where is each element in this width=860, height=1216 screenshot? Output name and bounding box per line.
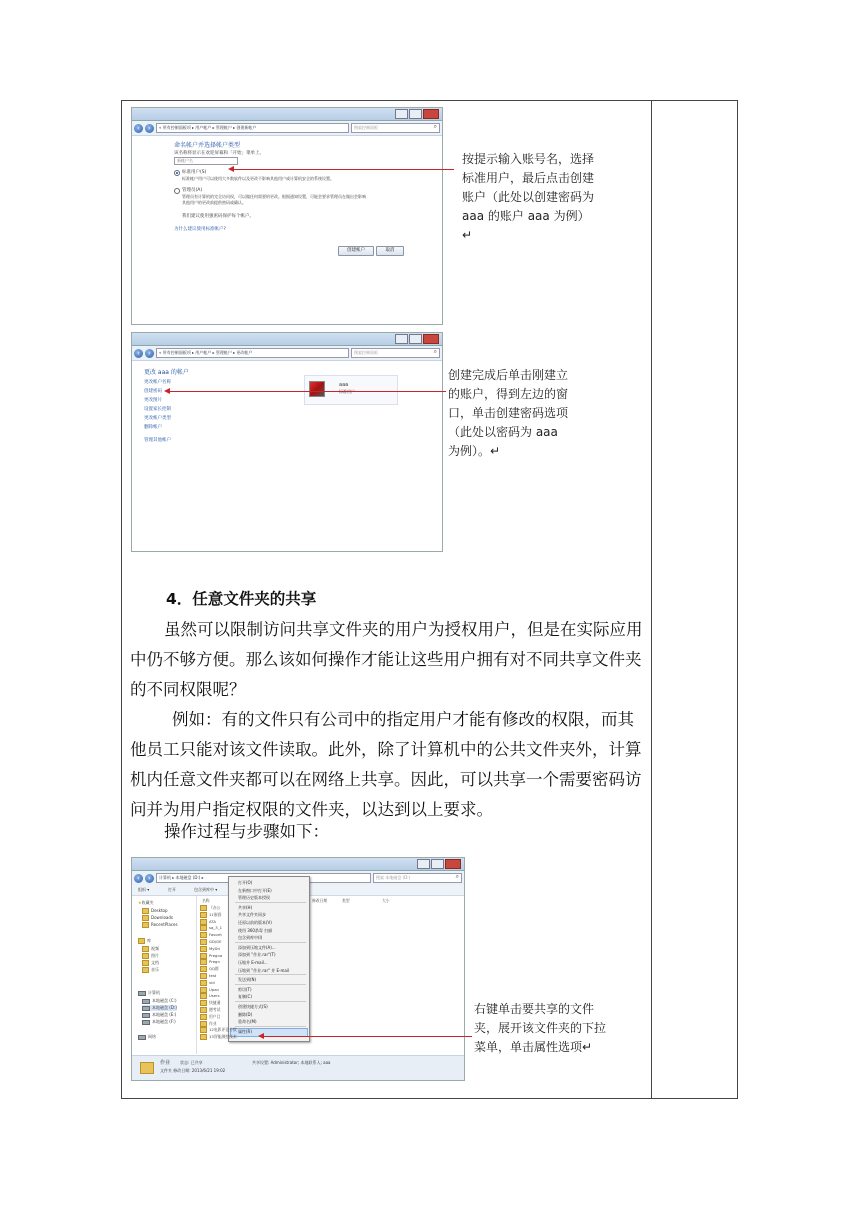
nav-drive-c[interactable] <box>142 998 177 1004</box>
menu-item[interactable]: 添加到压缩文件(A)... <box>238 944 276 950</box>
include-library-button[interactable]: 包含到库中 ▾ <box>194 887 218 892</box>
list-item-label: 用户目 <box>209 1013 221 1019</box>
recommend-text: 我们建议使用强密码保护每个帐户。 <box>182 214 254 219</box>
paragraph-1 <box>130 615 644 705</box>
context-menu <box>228 876 310 1042</box>
window-titlebar <box>132 108 442 121</box>
list-item-label: QQ群 <box>209 966 219 972</box>
account-tile[interactable] <box>304 375 398 405</box>
forward-icon[interactable]: › <box>145 124 154 133</box>
nav-item-label: 文档 <box>151 960 159 965</box>
menu-item[interactable]: 压缩到 "作业.rar" 并 E-mail <box>238 967 290 973</box>
status-share: 共享设置: Administrator; 本地联系人; aaa <box>252 1060 331 1065</box>
paragraph-3-text: 操作过程与步骤如下： <box>164 822 329 841</box>
folder-icon <box>142 908 149 914</box>
minimize-icon[interactable] <box>395 334 408 344</box>
annotation-arrow-line <box>262 1036 472 1037</box>
account-name: aaa <box>339 382 349 388</box>
maximize-icon[interactable] <box>409 334 422 344</box>
minimize-icon[interactable] <box>417 859 430 869</box>
drive-icon <box>142 1020 150 1025</box>
nav-lib-video[interactable] <box>142 946 159 952</box>
link-create-password[interactable]: 创建密码 <box>144 389 162 394</box>
nav-favorites-label: 收藏夹 <box>141 900 154 905</box>
list-item-label: GD/GE <box>209 939 222 944</box>
avatar <box>309 381 325 397</box>
minimize-icon[interactable] <box>395 109 408 119</box>
account-name-input[interactable]: 新帐户名 <box>174 157 238 165</box>
annotation-create-account: 按提示输入账号名，选择标准用户，最后点击创建账户（此处以创建密码为aaa 的账户 aaa 为例）↵ <box>462 152 595 242</box>
page-heading: 命名帐户并选择帐户类型 <box>174 142 241 149</box>
navigation-pane <box>132 896 197 1054</box>
star-icon: ★ <box>138 900 142 905</box>
nav-item-desktop[interactable] <box>142 908 168 914</box>
folder-icon <box>200 987 207 993</box>
back-icon[interactable]: ‹ <box>134 874 143 883</box>
menu-item[interactable]: 发送到(N) <box>238 977 257 983</box>
list-item-label: Pregn <box>209 959 220 965</box>
list-item[interactable] <box>200 1014 220 1020</box>
organize-button[interactable]: 组织 ▾ <box>138 887 150 892</box>
nav-drive-f[interactable] <box>142 1019 176 1025</box>
list-item-label: 《办公 <box>209 905 221 910</box>
menu-item[interactable]: 复制(C) <box>238 994 252 1000</box>
drive-icon <box>142 1006 150 1011</box>
search-icon: ⌕ <box>433 348 437 355</box>
list-item[interactable] <box>200 1034 237 1040</box>
folder-icon <box>142 946 149 952</box>
list-item[interactable] <box>200 993 220 999</box>
nav-drive-d[interactable] <box>142 1005 177 1011</box>
list-item-label: 德考试 <box>209 1007 221 1012</box>
list-item[interactable] <box>200 919 216 925</box>
back-icon[interactable]: ‹ <box>134 349 143 358</box>
menu-item[interactable]: 还原以前的版本(V) <box>238 920 272 925</box>
nav-item-label: 本地磁盘 (E:) <box>152 1012 177 1017</box>
list-item[interactable] <box>200 1000 220 1006</box>
folder-icon <box>200 912 207 918</box>
folder-icon <box>142 922 149 928</box>
list-item-label: 12电影评论分数 <box>209 1027 237 1033</box>
folder-icon <box>200 959 207 965</box>
folder-icon <box>142 967 149 973</box>
menu-item[interactable]: 使用 360杀毒 扫描 <box>238 927 273 933</box>
col-header-type[interactable]: 类型 <box>342 898 350 903</box>
list-item-label: Pregna <box>209 952 223 958</box>
list-item[interactable] <box>200 980 215 986</box>
folder-icon <box>200 919 207 925</box>
why-standard-link[interactable]: 为什么建议使用标准帐户? <box>174 227 226 232</box>
menu-item[interactable]: 管理历史版本授权 <box>238 895 270 901</box>
nav-item-label: 本地磁盘 (C:) <box>152 998 177 1003</box>
folder-icon <box>200 925 207 931</box>
status-name: 作业 <box>160 1060 171 1066</box>
annotation-arrow-head <box>164 388 170 394</box>
annotation-properties: 右键单击要共享的文件夹，展开该文件夹的下拉菜单，单击属性选项↵ <box>474 1002 607 1054</box>
menu-item[interactable]: 打开(O) <box>238 880 253 885</box>
search-placeholder: 搜索控制面板 <box>354 350 378 355</box>
annotation-arrow-head <box>258 1033 264 1039</box>
menu-item[interactable]: 剪切(T) <box>238 986 252 992</box>
close-icon[interactable] <box>423 334 439 344</box>
folder-icon <box>142 915 149 921</box>
nav-lib-documents[interactable] <box>142 960 159 966</box>
list-item[interactable] <box>200 1027 237 1033</box>
admin-desc-1: 管理员有计算机的完全访问权，可以做任何需要的更改。根据通知设置，可能会要求管理员在做出会影响 <box>182 194 366 199</box>
menu-item[interactable]: 在新窗口中打开(E) <box>238 887 272 893</box>
menu-separator <box>235 1001 306 1002</box>
folder-icon <box>200 953 207 959</box>
folder-icon <box>200 973 207 979</box>
table-column-divider <box>651 101 652 1098</box>
folder-icon <box>200 1007 207 1013</box>
folder-icon <box>142 960 149 966</box>
subtext: 该名称将显示在欢迎屏幕和「开始」菜单上。 <box>174 151 264 156</box>
close-icon[interactable] <box>423 109 439 119</box>
admin-radio[interactable] <box>174 188 180 194</box>
annotation-arrow-head <box>228 166 234 172</box>
search-icon: ⌕ <box>433 123 437 130</box>
folder-icon <box>200 1021 207 1027</box>
library-icon <box>138 938 145 944</box>
list-item-label: Users <box>209 993 220 999</box>
list-item[interactable] <box>200 912 221 918</box>
link-delete-account[interactable]: 删除帐户 <box>144 425 162 430</box>
annotation-create-password: 创建完成后单击刚建立的账户，得到左边的窗口，单击创建密码选项（此处以密码为 aaa 为例）。↵ <box>448 368 569 458</box>
menu-item[interactable]: 删除(D) <box>238 1011 253 1017</box>
folder-icon <box>200 980 207 986</box>
folder-icon <box>200 932 207 938</box>
nav-item-label: 音乐 <box>151 967 159 972</box>
nav-item-downloads[interactable] <box>142 915 173 921</box>
menu-item[interactable]: 共享(H) <box>238 904 253 910</box>
nav-library[interactable] <box>138 938 151 944</box>
nav-item-label: Downloads <box>151 915 173 920</box>
menu-item[interactable]: 创建快捷方式(S) <box>238 1004 268 1009</box>
folder-icon <box>140 1062 154 1074</box>
account-type <box>339 389 355 395</box>
nav-lib-pictures[interactable] <box>142 953 159 959</box>
menu-item[interactable]: 重命名(M) <box>238 1019 257 1025</box>
list-item-label: 11嵌固 <box>209 911 222 917</box>
status-state: 状态: 已共享 <box>180 1060 203 1065</box>
list-item[interactable] <box>200 1021 217 1027</box>
list-item-label: MyDri <box>209 945 221 951</box>
nav-network-label: 网络 <box>148 1034 156 1039</box>
list-item[interactable] <box>200 905 220 911</box>
list-item-label: test <box>209 973 217 978</box>
list-item-label: 13智能测控技术 <box>209 1034 237 1040</box>
link-change-picture[interactable]: 更改图片 <box>144 398 162 403</box>
search-input[interactable] <box>351 348 440 358</box>
paragraph-2 <box>130 705 644 825</box>
standard-user-desc: 标准帐户用户可以使用大多数软件以及更改不影响其他用户或计算机安全的系统设置。 <box>182 176 334 181</box>
list-item[interactable] <box>200 987 219 993</box>
open-button[interactable]: 打开 <box>168 887 176 892</box>
folder-icon <box>200 1014 207 1020</box>
search-placeholder: 搜索控制面板 <box>354 125 378 130</box>
list-item-label: ATA <box>209 918 216 924</box>
forward-icon[interactable]: › <box>145 874 154 883</box>
drive-icon <box>142 999 150 1004</box>
menu-separator <box>235 984 306 985</box>
nav-lib-music[interactable] <box>142 967 159 973</box>
search-input[interactable] <box>351 123 440 133</box>
page-heading: 更改 aaa 的帐户 <box>144 369 189 376</box>
computer-icon <box>138 991 146 996</box>
nav-item-recentplaces[interactable] <box>142 922 178 928</box>
link-parental-control[interactable]: 设置家长控制 <box>144 407 171 412</box>
admin-desc-2: 其他用户的更改前提供密码或确认。 <box>182 200 246 205</box>
screenshot-explorer <box>131 857 465 1081</box>
list-item-label: 作业 <box>209 1020 217 1026</box>
nav-computer[interactable] <box>138 990 160 996</box>
link-change-type[interactable]: 更改帐户类型 <box>144 416 171 421</box>
list-item[interactable] <box>200 953 222 959</box>
maximize-icon[interactable] <box>431 859 444 869</box>
window-titlebar <box>132 858 464 871</box>
nav-favorites[interactable] <box>138 900 154 906</box>
menu-separator <box>235 974 306 975</box>
annotation-arrow-line <box>168 391 446 392</box>
standard-user-radio[interactable] <box>174 170 180 176</box>
menu-item[interactable]: 添加到 "作业.rar"(T) <box>238 952 276 958</box>
nav-network[interactable] <box>138 1034 156 1040</box>
list-item[interactable] <box>200 973 216 979</box>
annotation-arrow-line <box>232 169 454 170</box>
list-item[interactable] <box>200 1007 220 1013</box>
list-item-label: sq_3_1 <box>209 925 223 931</box>
list-item[interactable] <box>200 939 222 945</box>
menu-item[interactable]: 压缩并 E-mail... <box>238 960 268 965</box>
col-header-size[interactable]: 大小 <box>382 898 390 903</box>
address-bar[interactable]: « 所有控制面板项 ▸ 用户帐户 ▸ 管理帐户 ▸ 创建新帐户 <box>156 123 349 133</box>
list-item[interactable] <box>200 959 220 965</box>
nav-item-label: Desktop <box>151 908 168 913</box>
link-manage-other[interactable]: 管理其他帐户 <box>144 438 171 443</box>
screenshot-create-account <box>131 107 443 325</box>
folder-icon <box>200 966 207 972</box>
screenshot-change-account <box>131 332 443 552</box>
admin-label: 管理员(A) <box>182 188 203 193</box>
search-icon: ⌕ <box>455 873 459 880</box>
nav-item-label: 视频 <box>151 946 159 951</box>
cancel-button[interactable]: 取消 <box>376 246 404 256</box>
standard-user-label: 标准用户(S) <box>182 170 207 175</box>
forward-icon[interactable]: › <box>145 349 154 358</box>
folder-icon <box>200 1027 207 1033</box>
list-item[interactable] <box>200 925 222 931</box>
search-input[interactable] <box>373 873 462 883</box>
nav-item-label: 本地磁盘 (D:) <box>152 1005 177 1010</box>
folder-icon <box>200 946 207 952</box>
drive-icon <box>142 1013 150 1018</box>
paragraph-1-text: 虽然可以限制访问共享文件夹的用户为授权用户，但是在实际应用中仍不够方便。那么该如何操作才能让这些用户拥有对不同共享文件夹的不同权限呢？ <box>130 620 643 699</box>
list-item-label: Favorit <box>209 932 222 938</box>
list-item-label: vld <box>209 979 215 985</box>
link-change-name[interactable]: 更改帐户名称 <box>144 380 171 385</box>
status-bar <box>132 1055 464 1080</box>
paragraph-3 <box>164 817 329 847</box>
nav-drive-e[interactable] <box>142 1012 176 1018</box>
address-bar[interactable]: « 所有控制面板项 ▸ 用户帐户 ▸ 管理帐户 ▸ 更改帐户 <box>156 348 349 358</box>
list-item[interactable] <box>200 966 219 972</box>
list-item[interactable] <box>200 946 220 952</box>
address-bar[interactable]: 计算机 ▸ 本地磁盘 (D:) ▸ <box>156 873 371 883</box>
close-icon[interactable] <box>445 859 461 869</box>
menu-separator <box>235 902 306 903</box>
menu-separator <box>235 1026 306 1027</box>
status-date: 文件夹 修改日期: 2013/6/21 19:02 <box>160 1068 226 1073</box>
maximize-icon[interactable] <box>409 109 422 119</box>
window-titlebar <box>132 333 442 346</box>
nav-item-label: 图片 <box>151 953 159 958</box>
nav-library-label: 库 <box>147 938 151 943</box>
menu-item[interactable]: 包含到库中(I) <box>238 935 263 941</box>
menu-separator <box>235 942 306 943</box>
folder-icon <box>200 993 207 999</box>
col-header-date[interactable]: 修改日期 <box>312 898 328 903</box>
col-header-name[interactable]: 名称 <box>202 898 210 903</box>
folder-icon <box>200 1000 207 1006</box>
folder-icon <box>200 1034 207 1040</box>
menu-item[interactable]: 共享文件夹同步 <box>238 912 266 918</box>
nav-computer-label: 计算机 <box>148 990 160 995</box>
network-icon <box>138 1035 146 1040</box>
back-icon[interactable]: ‹ <box>134 124 143 133</box>
list-item-label: Upan <box>209 986 219 992</box>
paragraph-2-text: 例如：有的文件只有公司中的指定用户才能有修改的权限，而其他员工只能对该文件读取。此外，除了计算机中的公共文件夹外，计算机内任意文件夹都可以在网络上共享。因此，可以共享一个需要密码访问并为用户指定权限的文件夹，以达到以上要求。 <box>130 710 642 819</box>
folder-icon <box>200 939 207 945</box>
search-placeholder: 搜索 本地磁盘 (D:) <box>376 875 411 880</box>
list-item[interactable] <box>200 932 222 938</box>
nav-item-label: RecentPlaces <box>151 922 178 927</box>
folder-icon <box>200 905 207 911</box>
list-item-label: 快捷通 <box>209 1000 221 1006</box>
folder-icon <box>142 953 149 959</box>
section-title: 4．任意文件夹的共享 <box>166 590 317 608</box>
create-account-button[interactable]: 创建帐户 <box>338 246 374 256</box>
nav-item-label: 本地磁盘 (F:) <box>152 1019 176 1024</box>
menu-item[interactable]: 属性(R) <box>238 1028 252 1034</box>
